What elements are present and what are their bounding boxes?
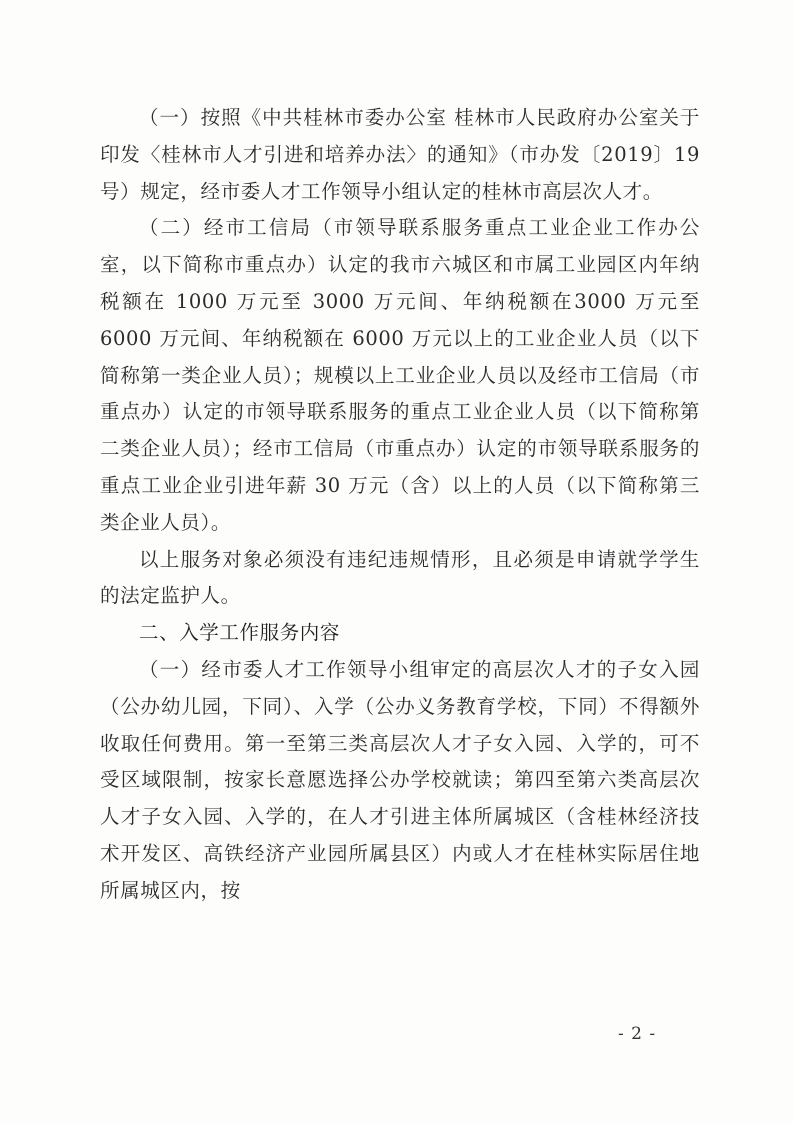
paragraph-eligibility-note: 以上服务对象必须没有违纪违规情形，且必须是申请就学学生的法定监护人。 bbox=[100, 547, 700, 608]
section-heading: 二、入学工作服务内容 bbox=[139, 621, 341, 645]
document-body bbox=[100, 100, 700, 910]
paragraph-enterprise-staff: （二）经市工信局（市领导联系服务重点工业企业工作办公室，以下简称市重点办）认定的我市六城区和市属工业园区内年纳税额在 1000 万元至 3000 万元间、年纳税额在3000 万元至 6000 万元间、年纳税额在 6000 万元以上的工业企业人员（以下简称第一类企业人员）；规模以上工业企业人员以及经市工信局（市重点办）认定的市领导联系服务的重点工业企业人员（以下简称第二类企业人员）；经市工信局（市重点办）认定的市领导联系服务的重点工业企业引进年薪 30 万元（含）以上的人员（以下简称第三类企业人员）。 bbox=[100, 216, 700, 534]
page-number: - 2 - bbox=[618, 1024, 657, 1044]
paragraph-talent-definition: （一）按照《中共桂林市委办公室 桂林市人民政府办公室关于印发〈桂林市人才引进和培养办法〉的通知》（市办发〔2019〕19号）规定，经市委人才工作领导小组认定的桂林市高层次人才。 bbox=[100, 106, 700, 203]
paragraph-enrollment-service: （一）经市委人才工作领导小组审定的高层次人才的子女入园（公办幼儿园，下同）、入学（公办义务教育学校，下同）不得额外收取任何费用。第一至第三类高层次人才子女入园、入学的，可不受区域限制，按家长意愿选择公办学校就读；第四至第六类高层次人才子女入园、入学的，在人才引进主体所属城区（含桂林经济技术开发区、高铁经济产业园所属县区）内或人才在桂林实际居住地所属城区内，按 bbox=[100, 657, 700, 902]
